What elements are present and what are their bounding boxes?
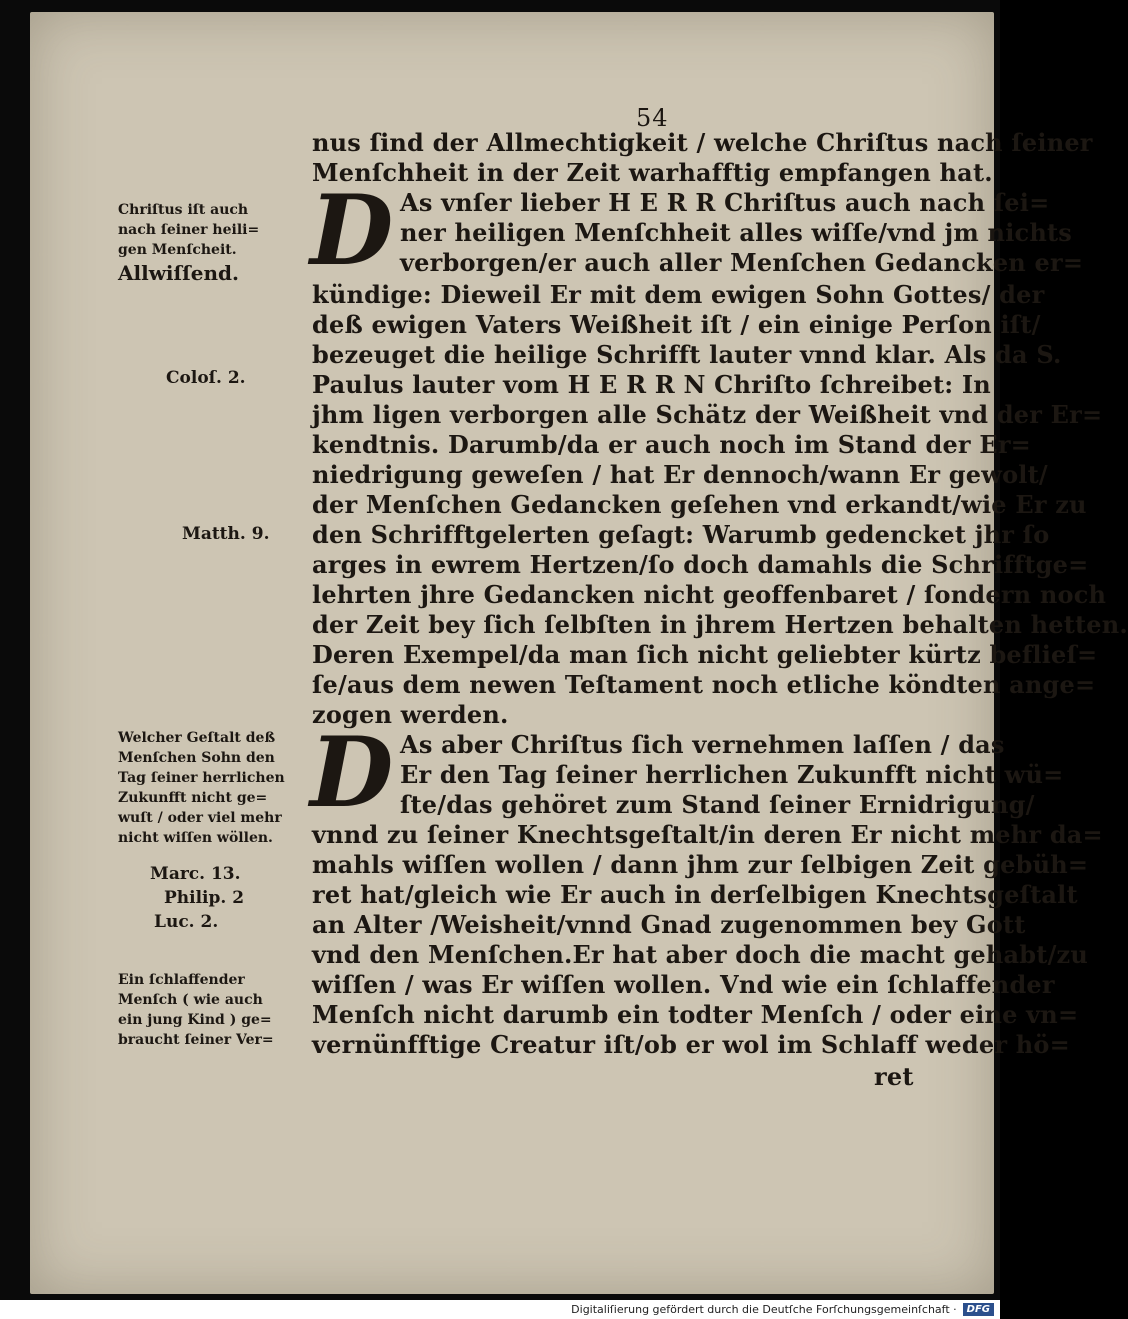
margin-note-line: wuſt / oder viel mehr <box>118 810 282 826</box>
text-line: ſte/das gehöret zum Stand ſeiner Ernidrigung/ <box>400 790 1035 819</box>
text-line: niedrigung geweſen / hat Er dennoch/wann Er gewolt/ <box>312 460 1048 489</box>
margin-note-line: Chriſtus iſt auch <box>118 202 249 218</box>
text-line: lehrten jhre Gedancken nicht geoffenbaret / ſondern noch <box>312 580 1107 609</box>
margin-note-line: Menſchen Sohn den <box>118 750 275 766</box>
margin-note-heading: Allwiſſend. <box>118 261 239 285</box>
catchword: ret <box>874 1062 914 1091</box>
text-line: kendtnis. Darumb/da er auch noch im Stand der Er= <box>312 430 1031 459</box>
margin-note-allwissend <box>118 200 294 286</box>
text-line: verborgen/er auch aller Menſchen Gedancken er= <box>400 248 1084 277</box>
text-line: Deren Exempel/da man ſich nicht geliebter kürtz beflieſ= <box>312 640 1098 669</box>
text-line: As aber Chriſtus ſich vernehmen laſſen / das <box>400 730 1005 759</box>
margin-note-line: braucht ſeiner Ver= <box>118 1032 274 1048</box>
text-line: der Zeit bey ſich ſelbſten in jhrem Hertzen behalten hetten. <box>312 610 1128 639</box>
scripture-ref-philippians: Philip. 2 <box>164 888 245 908</box>
text-line: Menſchheit in der Zeit warhafftig empfangen hat. <box>312 158 993 187</box>
scripture-ref-colossians: Coloſ. 2. <box>166 368 246 388</box>
dfg-logo: DFG <box>963 1303 994 1316</box>
text-line: an Alter /Weisheit/vnnd Gnad zugenommen bey Gott <box>312 910 1026 939</box>
text-line: As vnſer lieber H E R R Chriſtus auch nach ſei= <box>400 188 1050 217</box>
decorated-initial: D <box>310 716 394 829</box>
margin-note-line: Tag ſeiner herrlichen <box>118 770 285 786</box>
text-line: mahls wiſſen wollen / dann jhm zur ſelbigen Zeit gebüh= <box>312 850 1089 879</box>
text-line: den Schrifftgelerten geſagt: Warumb gedencket jhr ſo <box>312 520 1050 549</box>
text-line: ſe/aus dem newen Teſtament noch etliche köndten ange= <box>312 670 1096 699</box>
text-line: kündige: Dieweil Er mit dem ewigen Sohn Gottes/ der <box>312 280 1045 309</box>
margin-note-line: gen Menſcheit. <box>118 242 237 258</box>
text-line: vnd den Menſchen.Er hat aber doch die macht gehabt/zu <box>312 940 1089 969</box>
scripture-ref-mark: Marc. 13. <box>150 864 241 884</box>
text-line: jhm ligen verborgen alle Schätz der Weißheit vnd der Er= <box>312 400 1103 429</box>
margin-note-line: Welcher Geſtalt deß <box>118 730 276 746</box>
margin-note-schlaffender <box>118 970 294 1050</box>
text-line: arges in ewrem Hertzen/ſo doch damahls die Schrifftge= <box>312 550 1089 579</box>
text-line: deß ewigen Vaters Weißheit iſt / ein einige Perſon iſt/ <box>312 310 1041 339</box>
text-line: zogen werden. <box>312 700 509 729</box>
margin-note-line: nach ſeiner heili= <box>118 222 260 238</box>
decorated-initial: D <box>310 174 394 287</box>
margin-note-line: ein jung Kind ) ge= <box>118 1012 272 1028</box>
text-line: vnnd zu ſeiner Knechtsgeſtalt/in deren Er nicht mehr da= <box>312 820 1103 849</box>
text-line: bezeuget die heilige Schrifft lauter vnnd klar. Als da S. <box>312 340 1062 369</box>
margin-note-line: Menſch ( wie auch <box>118 992 263 1008</box>
text-line: der Menſchen Gedancken geſehen vnd erkandt/wie Er zu <box>312 490 1087 519</box>
margin-note-line: nicht wiſſen wöllen. <box>118 830 273 846</box>
text-line: ner heiligen Menſchheit alles wiſſe/vnd jm nichts <box>400 218 1072 247</box>
scripture-ref-matthew: Matth. 9. <box>182 524 270 544</box>
text-line: Er den Tag ſeiner herrlichen Zukunfft nicht wü= <box>400 760 1064 789</box>
margin-note-line: Zukunfft nicht ge= <box>118 790 268 806</box>
text-line: vernünfftige Creatur iſt/ob er wol im Schlaff weder hö= <box>312 1030 1070 1059</box>
scripture-ref-luke: Luc. 2. <box>154 912 219 932</box>
text-line: ret hat/gleich wie Er auch in derſelbigen Knechtsgeſtalt <box>312 880 1078 909</box>
margin-note-gestalt <box>118 728 294 848</box>
funding-credit: Digitaliſierung gefördert durch die Deutſche Forſchungsgemeinſchaft · <box>571 1303 957 1316</box>
page-number: 54 <box>636 104 669 132</box>
text-line: Menſch nicht darumb ein todter Menſch / oder eine vn= <box>312 1000 1079 1029</box>
margin-note-line: Ein ſchlaffender <box>118 972 245 988</box>
text-line: Paulus lauter vom H E R R N Chriſto ſchreibet: In <box>312 370 991 399</box>
text-line: nus ſind der Allmechtigkeit / welche Chriſtus nach ſeiner <box>312 128 1093 157</box>
footer-bar <box>0 1300 1000 1319</box>
text-line: wiſſen / was Er wiſſen wollen. Vnd wie ein ſchlaffender <box>312 970 1055 999</box>
